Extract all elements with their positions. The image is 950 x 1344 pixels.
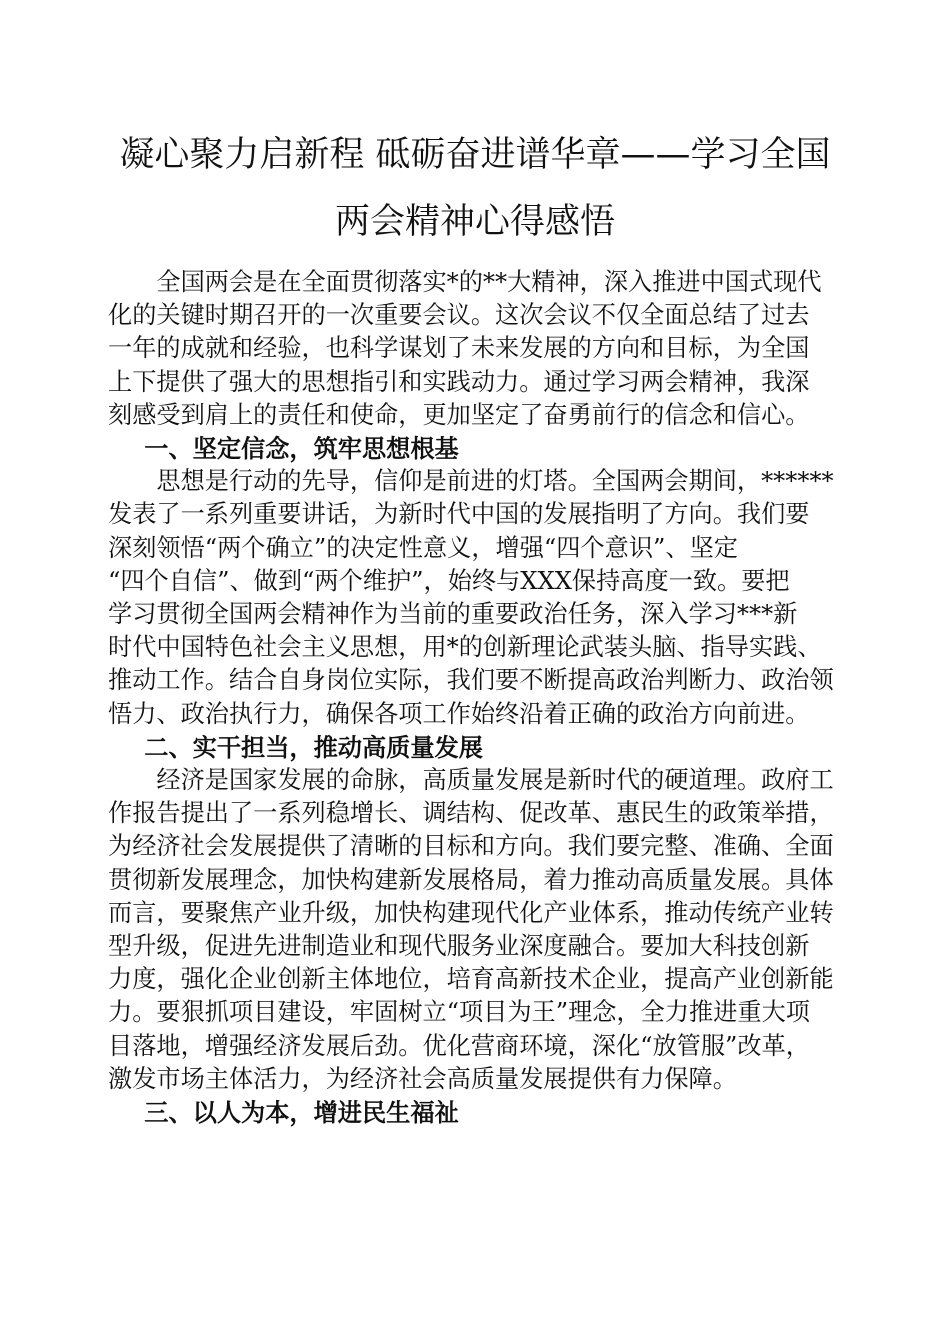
text-line: 悟力、政治执行力，确保各项工作始终沿着正确的政治方向前进。 xyxy=(108,699,810,728)
paragraph-section-1 xyxy=(108,465,848,731)
text-line: 贯彻新发展理念，加快构建新发展格局，着力推动高质量发展。具体 xyxy=(108,865,834,894)
text-line: 型升级，促进先进制造业和现代服务业深度融合。要加大科技创新 xyxy=(108,932,810,961)
section-heading-3: 三、以人为本，增进民生福祉 xyxy=(144,1098,459,1128)
section-heading-1: 一、坚定信念，筑牢思想根基 xyxy=(144,434,459,464)
text-line: 时代中国特色社会主义思想，用*的创新理论武装头脑、指导实践、 xyxy=(108,633,822,662)
text-line: 刻感受到肩上的责任和使命，更加坚定了奋勇前行的信念和信心。 xyxy=(108,400,810,429)
paragraph-intro xyxy=(108,266,848,432)
document-body xyxy=(108,266,848,1129)
text-line: 一年的成就和经验，也科学谋划了未来发展的方向和目标，为全国 xyxy=(108,334,810,363)
document-title-line-2: 两会精神心得感悟 xyxy=(334,202,615,242)
text-line: 深刻领悟“两个确立”的决定性意义，增强“四个意识”、坚定 xyxy=(108,533,738,562)
text-line: 为经济社会发展提供了清晰的目标和方向。我们要完整、准确、全面 xyxy=(108,832,834,861)
text-line: 化的关键时期召开的一次重要会议。这次会议不仅全面总结了过去 xyxy=(108,301,810,330)
text-line: 作报告提出了一系列稳增长、调结构、促改革、惠民生的政策举措， xyxy=(108,799,834,828)
text-line: 经济是国家发展的命脉，高质量发展是新时代的硬道理。政府工 xyxy=(156,766,834,795)
text-line: 上下提供了强大的思想指引和实践动力。通过学习两会精神，我深 xyxy=(108,367,810,396)
text-line: 力。要狠抓项目建设，牢固树立“项目为王”理念，全力推进重大项 xyxy=(108,998,810,1027)
text-line: 而言，要聚焦产业升级，加快构建现代化产业体系，推动传统产业转 xyxy=(108,898,834,927)
text-line: 发表了一系列重要讲话，为新时代中国的发展指明了方向。我们要 xyxy=(108,500,810,529)
text-line: 力度，强化企业创新主体地位，培育高新技术企业，提高产业创新能 xyxy=(108,965,834,994)
text-line: 全国两会是在全面贯彻落实*的**大精神，深入推进中国式现代 xyxy=(156,268,822,296)
section-heading-2: 二、实干担当，推动高质量发展 xyxy=(144,732,483,762)
text-line: “四个自信”、做到“两个维护”，始终与XXX保持高度一致。要把 xyxy=(108,566,790,595)
text-line: 思想是行动的先导，信仰是前进的灯塔。全国两会期间，****** xyxy=(156,467,834,496)
text-line: 学习贯彻全国两会精神作为当前的重要政治任务，深入学习***新 xyxy=(108,600,798,629)
document-title-line-1: 凝心聚力启新程 砥砺奋进谱华章——学习全国 xyxy=(119,135,831,175)
text-line: 推动工作。结合自身岗位实际，我们要不断提高政治判断力、政治领 xyxy=(108,666,834,695)
text-line: 激发市场主体活力，为经济社会高质量发展提供有力保障。 xyxy=(108,1064,737,1093)
text-line: 目落地，增强经济发展后劲。优化营商环境，深化“放管服”改革， xyxy=(108,1031,810,1060)
paragraph-section-2 xyxy=(108,764,848,1096)
